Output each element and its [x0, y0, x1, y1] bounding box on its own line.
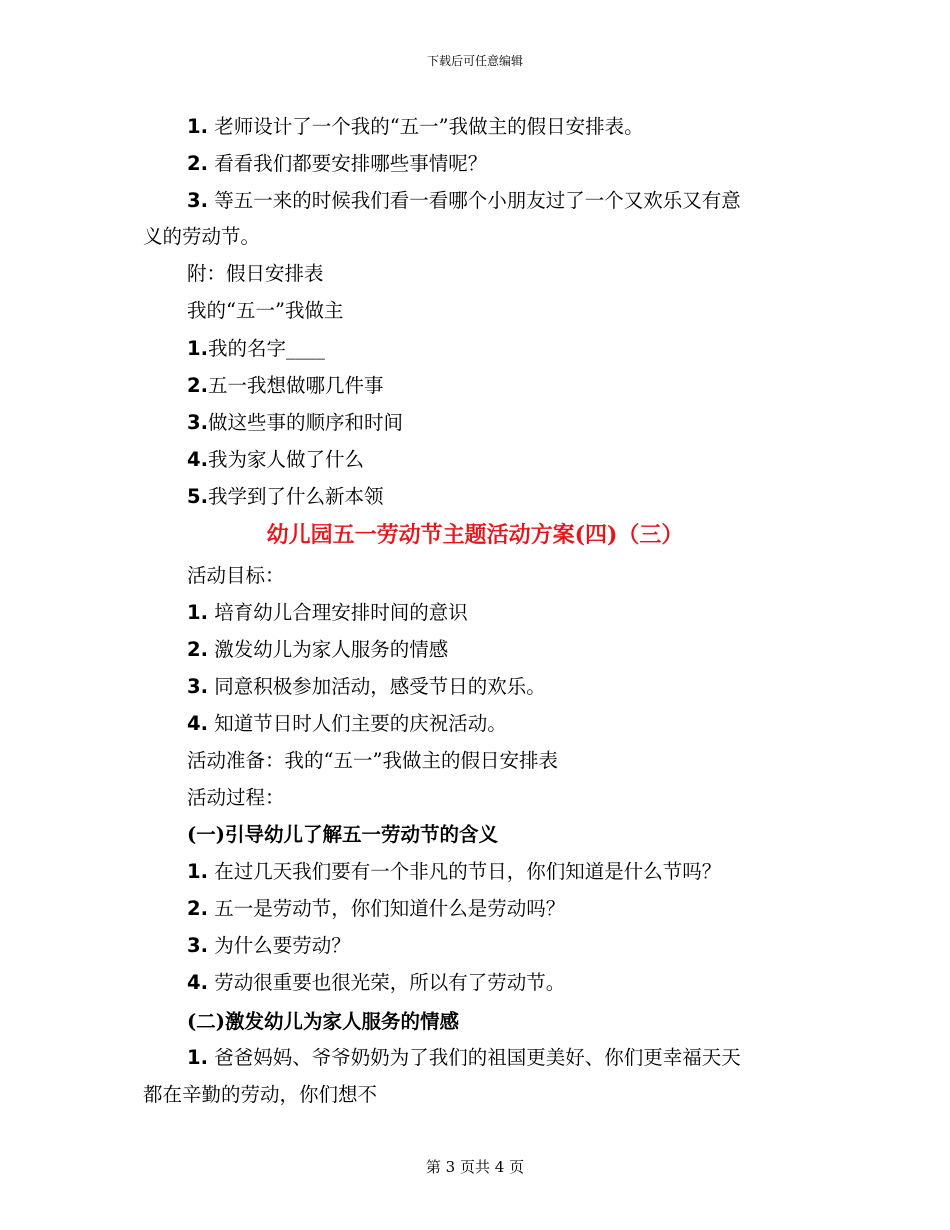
list-item: 3. 等五一来的时候我们看一看哪个小朋友过了一个又欢乐又有意	[187, 189, 741, 212]
form-item: 2.五一我想做哪几件事	[187, 374, 384, 397]
goals-label: 活动目标：	[187, 564, 285, 587]
form-item: 4.我为家人做了什么	[187, 448, 364, 471]
form-item: 5.我学到了什么新本领	[187, 485, 384, 508]
paragraph-continuation: 都在辛勤的劳动，你们想不	[143, 1083, 378, 1106]
process-item: 1. 在过几天我们要有一个非凡的节日，你们知道是什么节吗？	[187, 860, 722, 883]
form-item: 3.做这些事的顺序和时间	[187, 411, 403, 434]
process-item: 2. 五一是劳动节，你们知道什么是劳动吗？	[187, 897, 566, 920]
goal-item: 3. 同意积极参加活动，感受节日的欢乐。	[187, 675, 546, 698]
activity-preparation: 活动准备：我的“五一”我做主的假日安排表	[187, 749, 558, 772]
process-item: 4. 劳动很重要也很光荣，所以有了劳动节。	[187, 971, 566, 994]
list-item: 2. 看看我们都要安排哪些事情呢？	[187, 152, 488, 175]
section-title: 幼儿园五一劳动节主题活动方案(四)（三）	[266, 522, 684, 548]
form-item: 1.我的名字____	[187, 337, 325, 360]
part2-heading: (二)激发幼儿为家人服务的情感	[187, 1010, 459, 1033]
page-header: 下载后可任意编辑	[426, 54, 523, 68]
form-title: 我的“五一”我做主	[187, 299, 344, 322]
goal-item: 4. 知道节日时人们主要的庆祝活动。	[187, 712, 507, 735]
list-item: 1. 老师设计了一个我的“五一”我做主的假日安排表。	[187, 115, 644, 138]
attachment-label: 附：假日安排表	[187, 262, 324, 285]
page-footer: 第 3 页共 4 页	[425, 1158, 525, 1176]
process-item: 3. 为什么要劳动？	[187, 934, 351, 957]
process-label: 活动过程：	[187, 786, 285, 809]
process-item: 1. 爸爸妈妈、爷爷奶奶为了我们的祖国更美好、你们更幸福天天	[187, 1046, 741, 1069]
paragraph-continuation: 义的劳动节。	[143, 225, 261, 248]
goal-item: 2. 激发幼儿为家人服务的情感	[187, 638, 449, 661]
goal-item: 1. 培育幼儿合理安排时间的意识	[187, 601, 468, 624]
part1-heading: (一)引导幼儿了解五一劳动节的含义	[187, 823, 498, 846]
